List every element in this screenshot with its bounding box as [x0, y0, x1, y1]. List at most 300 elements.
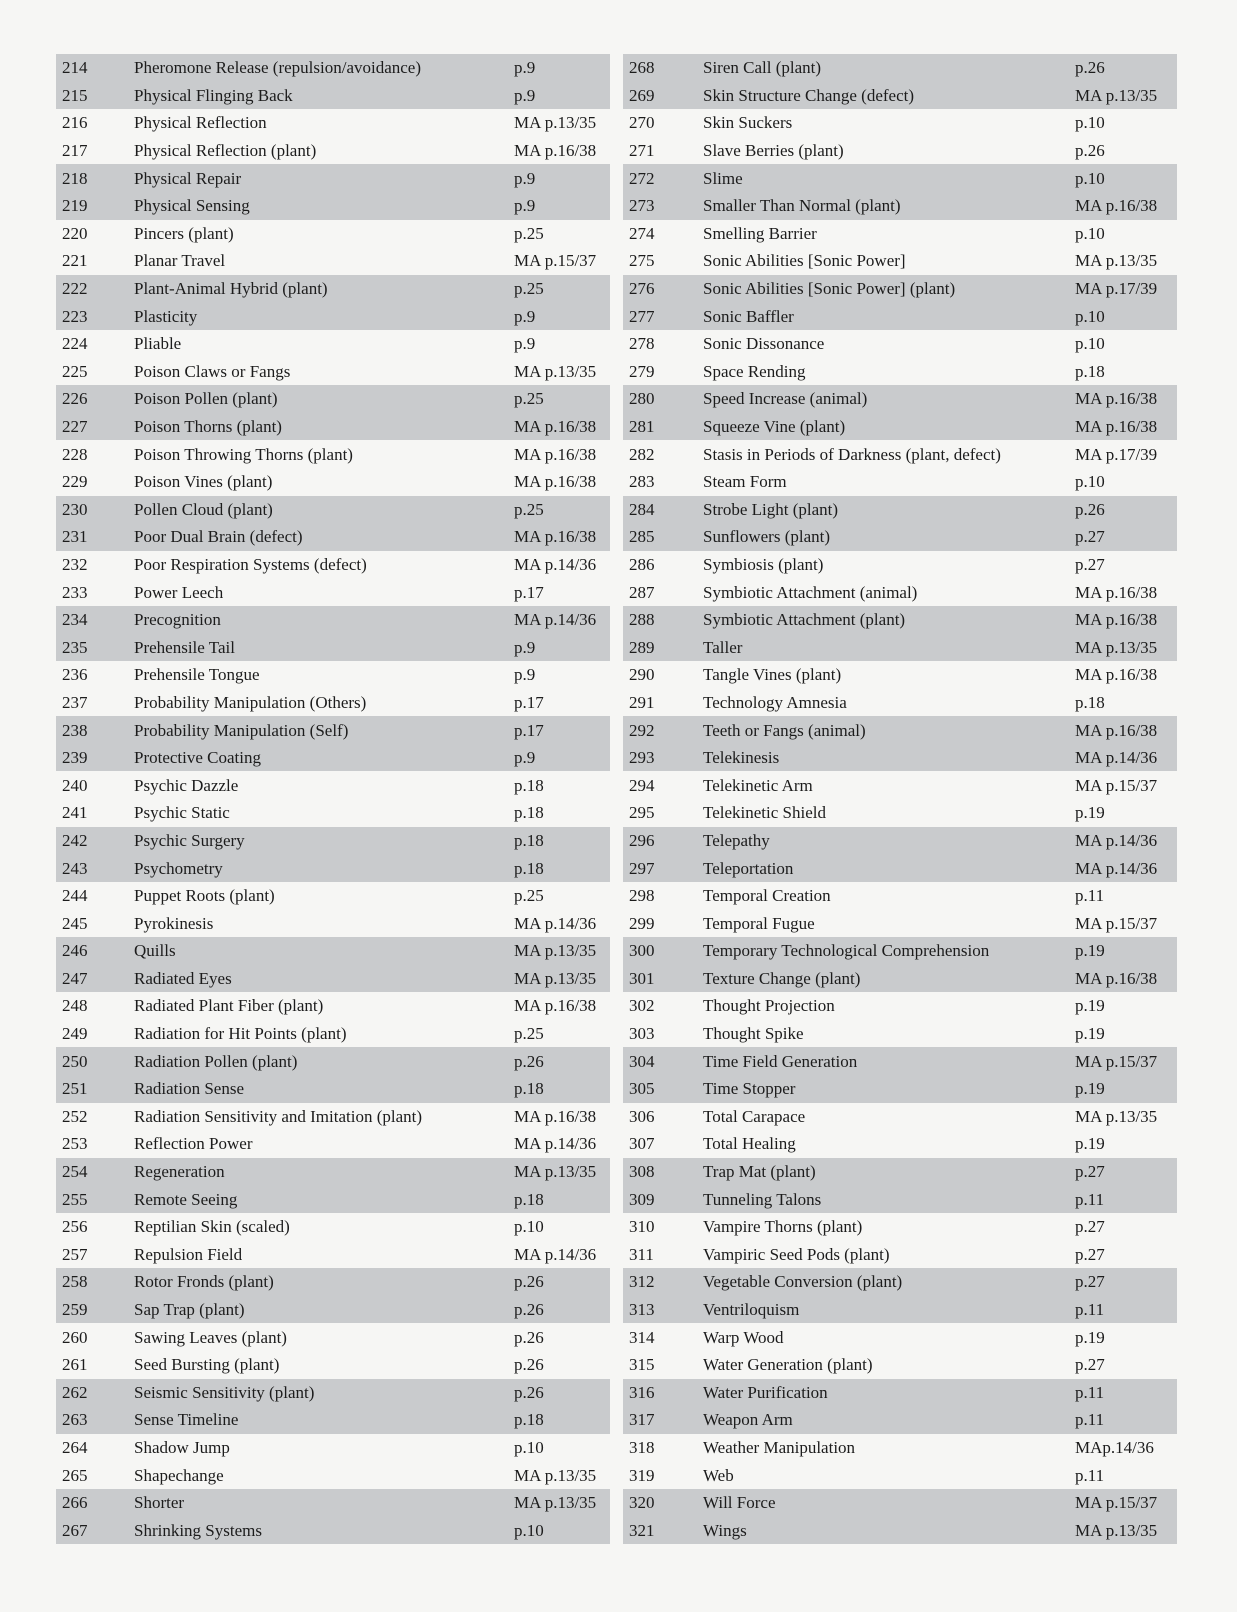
row-page-reference: MA p.16/38	[514, 527, 597, 547]
row-number: 305	[629, 1079, 655, 1099]
row-page-reference: MA p.13/35	[514, 1162, 597, 1182]
row-mutation-name: Repulsion Field	[134, 1244, 243, 1264]
row-number: 256	[62, 1217, 88, 1237]
row-number: 217	[62, 141, 88, 161]
row-page-reference: MA p.13/35	[1075, 1106, 1158, 1126]
table-row	[56, 220, 610, 248]
row-page-reference: MA p.13/35	[1075, 251, 1158, 271]
table-row	[56, 440, 610, 468]
row-mutation-name: Sonic Abilities [Sonic Power] (plant)	[703, 279, 956, 299]
row-page-reference: p.26	[1075, 499, 1105, 519]
table-row	[56, 330, 610, 358]
row-mutation-name: Steam Form	[703, 472, 787, 492]
table-row	[623, 330, 1177, 358]
row-number: 245	[62, 913, 88, 933]
table-row	[56, 523, 610, 551]
row-mutation-name: Plasticity	[134, 306, 198, 326]
row-number: 321	[629, 1520, 655, 1540]
row-page-reference: MA p.16/38	[514, 472, 597, 492]
row-mutation-name: Telepathy	[703, 830, 770, 850]
row-mutation-name: Temporal Creation	[703, 886, 831, 906]
table-row	[623, 1434, 1177, 1462]
row-mutation-name: Rotor Fronds (plant)	[134, 1272, 274, 1292]
table-row	[56, 1185, 610, 1213]
row-number: 243	[62, 858, 88, 878]
row-page-reference: p.17	[514, 582, 544, 602]
row-number: 270	[629, 113, 655, 133]
table-row	[56, 771, 610, 799]
table-row	[56, 1489, 610, 1517]
row-number: 280	[629, 389, 655, 409]
row-mutation-name: Shapechange	[134, 1465, 224, 1485]
row-number: 314	[629, 1327, 655, 1347]
row-page-reference: p.11	[1075, 1410, 1105, 1430]
row-number: 265	[62, 1465, 88, 1485]
table-row	[623, 744, 1177, 772]
row-number: 222	[62, 279, 88, 299]
row-number: 288	[629, 610, 655, 630]
row-page-reference: p.18	[514, 830, 544, 850]
table-row	[56, 1351, 610, 1379]
table-row	[623, 468, 1177, 496]
row-page-reference: p.19	[1075, 941, 1105, 961]
row-number: 273	[629, 196, 655, 216]
row-number: 248	[62, 996, 88, 1016]
row-page-reference: MA p.17/39	[1075, 444, 1158, 464]
table-row	[623, 1351, 1177, 1379]
row-page-reference: p.25	[514, 1024, 544, 1044]
table-row	[623, 496, 1177, 524]
table-row	[623, 1406, 1177, 1434]
table-row	[623, 661, 1177, 689]
row-page-reference: p.27	[1075, 554, 1105, 574]
row-mutation-name: Total Carapace	[703, 1106, 806, 1126]
row-mutation-name: Vegetable Conversion (plant)	[703, 1272, 903, 1292]
row-page-reference: MA p.13/35	[514, 968, 597, 988]
table-row	[623, 137, 1177, 165]
table-row	[623, 1461, 1177, 1489]
row-number: 227	[62, 417, 88, 437]
row-mutation-name: Physical Sensing	[134, 196, 250, 216]
row-number: 310	[629, 1217, 655, 1237]
table-row	[623, 192, 1177, 220]
row-page-reference: MA p.15/37	[1075, 1051, 1158, 1071]
row-mutation-name: Poor Dual Brain (defect)	[134, 527, 303, 547]
table-row	[56, 1268, 610, 1296]
row-page-reference: p.9	[514, 637, 536, 657]
row-mutation-name: Remote Seeing	[134, 1189, 238, 1209]
row-mutation-name: Probability Manipulation (Self)	[134, 720, 349, 740]
row-page-reference: p.25	[514, 886, 544, 906]
row-page-reference: MA p.15/37	[1075, 1493, 1158, 1513]
row-number: 283	[629, 472, 655, 492]
row-number: 238	[62, 720, 88, 740]
row-page-reference: p.10	[514, 1437, 544, 1457]
row-number: 284	[629, 499, 655, 519]
row-mutation-name: Reflection Power	[134, 1134, 253, 1154]
row-page-reference: MA p.13/35	[514, 1493, 597, 1513]
row-page-reference: p.25	[514, 223, 544, 243]
row-page-reference: p.19	[1075, 1327, 1105, 1347]
row-page-reference: MA p.14/36	[514, 610, 597, 630]
row-mutation-name: Psychic Static	[134, 803, 230, 823]
row-page-reference: p.27	[1075, 1272, 1105, 1292]
row-mutation-name: Reptilian Skin (scaled)	[134, 1217, 290, 1237]
row-number: 250	[62, 1051, 88, 1071]
row-number: 262	[62, 1382, 88, 1402]
row-page-reference: MA p.17/39	[1075, 279, 1158, 299]
row-page-reference: MA p.14/36	[1075, 830, 1158, 850]
table-row	[56, 82, 610, 110]
row-number: 319	[629, 1465, 655, 1485]
row-number: 295	[629, 803, 655, 823]
row-page-reference: p.18	[514, 858, 544, 878]
table-row	[56, 992, 610, 1020]
row-number: 274	[629, 223, 655, 243]
row-page-reference: p.27	[1075, 1355, 1105, 1375]
table-row	[623, 1296, 1177, 1324]
row-number: 313	[629, 1300, 655, 1320]
table-row	[56, 302, 610, 330]
table-row	[623, 1489, 1177, 1517]
row-mutation-name: Vampiric Seed Pods (plant)	[703, 1244, 890, 1264]
table-row	[56, 192, 610, 220]
table-row	[56, 909, 610, 937]
row-number: 294	[629, 775, 655, 795]
row-page-reference: p.25	[514, 499, 544, 519]
row-page-reference: p.17	[514, 692, 544, 712]
row-number: 303	[629, 1024, 655, 1044]
row-number: 235	[62, 637, 88, 657]
row-mutation-name: Regeneration	[134, 1162, 225, 1182]
table-row	[623, 1130, 1177, 1158]
row-number: 286	[629, 554, 655, 574]
table-row	[623, 799, 1177, 827]
row-mutation-name: Technology Amnesia	[703, 692, 847, 712]
row-mutation-name: Teeth or Fangs (animal)	[703, 720, 866, 740]
row-page-reference: p.10	[1075, 168, 1105, 188]
row-mutation-name: Radiated Eyes	[134, 968, 232, 988]
row-page-reference: p.17	[514, 720, 544, 740]
row-number: 277	[629, 306, 655, 326]
row-page-reference: MAp.14/36	[1075, 1437, 1154, 1457]
table-row	[623, 275, 1177, 303]
row-mutation-name: Shorter	[134, 1493, 185, 1513]
row-page-reference: p.11	[1075, 886, 1105, 906]
table-row	[623, 385, 1177, 413]
table-row	[623, 578, 1177, 606]
row-page-reference: p.26	[1075, 141, 1105, 161]
row-mutation-name: Thought Spike	[703, 1024, 804, 1044]
row-page-reference: MA p.16/38	[1075, 610, 1158, 630]
row-page-reference: MA p.16/38	[514, 1106, 597, 1126]
row-mutation-name: Smelling Barrier	[703, 223, 817, 243]
table-row	[56, 744, 610, 772]
row-number: 301	[629, 968, 655, 988]
row-mutation-name: Squeeze Vine (plant)	[703, 417, 846, 437]
table-row	[56, 1158, 610, 1186]
table-row	[56, 1406, 610, 1434]
row-mutation-name: Telekinetic Arm	[703, 775, 813, 795]
table-row	[623, 247, 1177, 275]
row-page-reference: p.9	[514, 196, 536, 216]
table-row	[623, 1213, 1177, 1241]
table-row	[56, 1516, 610, 1544]
row-mutation-name: Trap Mat (plant)	[703, 1162, 816, 1182]
table-row	[623, 771, 1177, 799]
row-page-reference: p.18	[514, 1079, 544, 1099]
table-row	[56, 275, 610, 303]
row-number: 218	[62, 168, 88, 188]
row-mutation-name: Psychic Surgery	[134, 830, 245, 850]
row-page-reference: MA p.16/38	[1075, 968, 1158, 988]
table-row	[623, 302, 1177, 330]
table-row	[623, 1158, 1177, 1186]
row-mutation-name: Pheromone Release (repulsion/avoidance)	[134, 58, 422, 78]
row-page-reference: p.9	[514, 748, 536, 768]
row-page-reference: p.19	[1075, 1024, 1105, 1044]
table-row	[623, 164, 1177, 192]
row-mutation-name: Total Healing	[703, 1134, 796, 1154]
table-row	[56, 661, 610, 689]
row-mutation-name: Temporal Fugue	[703, 913, 815, 933]
row-number: 221	[62, 251, 88, 271]
row-mutation-name: Space Rending	[703, 361, 806, 381]
row-number: 266	[62, 1493, 88, 1513]
row-number: 302	[629, 996, 655, 1016]
row-mutation-name: Radiation for Hit Points (plant)	[134, 1024, 347, 1044]
row-page-reference: p.27	[1075, 1162, 1105, 1182]
row-number: 241	[62, 803, 88, 823]
table-row	[56, 1461, 610, 1489]
table-row	[623, 551, 1177, 579]
table-row	[623, 413, 1177, 441]
row-number: 307	[629, 1134, 655, 1154]
row-page-reference: p.18	[514, 1410, 544, 1430]
row-mutation-name: Physical Flinging Back	[134, 85, 293, 105]
row-mutation-name: Prehensile Tail	[134, 637, 235, 657]
row-page-reference: MA p.16/38	[514, 996, 597, 1016]
table-row	[56, 385, 610, 413]
row-number: 232	[62, 554, 88, 574]
row-page-reference: MA p.16/38	[514, 141, 597, 161]
row-mutation-name: Skin Structure Change (defect)	[703, 85, 915, 105]
row-number: 223	[62, 306, 88, 326]
table-row	[56, 1379, 610, 1407]
row-number: 278	[629, 334, 655, 354]
row-page-reference: MA p.15/37	[1075, 913, 1158, 933]
table-row	[623, 1103, 1177, 1131]
row-number: 300	[629, 941, 655, 961]
row-page-reference: p.18	[1075, 692, 1105, 712]
row-mutation-name: Speed Increase (animal)	[703, 389, 868, 409]
table-row	[56, 827, 610, 855]
table-row	[623, 1020, 1177, 1048]
row-page-reference: p.10	[1075, 334, 1105, 354]
table-row	[56, 109, 610, 137]
table-row	[56, 1020, 610, 1048]
table-row	[623, 992, 1177, 1020]
row-mutation-name: Weather Manipulation	[703, 1437, 856, 1457]
row-number: 252	[62, 1106, 88, 1126]
table-row	[56, 1103, 610, 1131]
row-number: 272	[629, 168, 655, 188]
row-mutation-name: Texture Change (plant)	[703, 968, 861, 988]
row-page-reference: MA p.13/35	[1075, 637, 1158, 657]
table-row	[623, 1075, 1177, 1103]
row-mutation-name: Vampire Thorns (plant)	[703, 1217, 863, 1237]
row-page-reference: p.26	[514, 1327, 544, 1347]
table-row	[56, 1296, 610, 1324]
row-mutation-name: Precognition	[134, 610, 221, 630]
row-mutation-name: Poison Throwing Thorns (plant)	[134, 444, 353, 464]
row-number: 292	[629, 720, 655, 740]
row-page-reference: MA p.16/38	[1075, 582, 1158, 602]
row-number: 290	[629, 665, 655, 685]
row-page-reference: MA p.13/35	[1075, 1520, 1158, 1540]
row-page-reference: p.26	[514, 1272, 544, 1292]
row-page-reference: MA p.14/36	[514, 554, 597, 574]
row-page-reference: MA p.14/36	[1075, 858, 1158, 878]
row-number: 285	[629, 527, 655, 547]
row-page-reference: p.9	[514, 306, 536, 326]
row-number: 220	[62, 223, 88, 243]
table-row	[56, 468, 610, 496]
row-mutation-name: Seed Bursting (plant)	[134, 1355, 280, 1375]
row-page-reference: p.9	[514, 85, 536, 105]
row-page-reference: p.10	[1075, 223, 1105, 243]
row-number: 216	[62, 113, 88, 133]
row-number: 268	[629, 58, 655, 78]
row-number: 253	[62, 1134, 88, 1154]
row-mutation-name: Siren Call (plant)	[703, 58, 822, 78]
row-number: 291	[629, 692, 655, 712]
table-row	[623, 109, 1177, 137]
row-mutation-name: Slime	[703, 168, 743, 188]
table-row	[56, 1075, 610, 1103]
row-page-reference: MA p.14/36	[514, 1244, 597, 1264]
row-number: 264	[62, 1437, 88, 1457]
row-page-reference: p.25	[514, 279, 544, 299]
row-mutation-name: Sonic Abilities [Sonic Power]	[703, 251, 906, 271]
row-number: 317	[629, 1410, 655, 1430]
table-row	[56, 1130, 610, 1158]
row-mutation-name: Physical Repair	[134, 168, 242, 188]
table-row	[56, 496, 610, 524]
table-row	[623, 1516, 1177, 1544]
row-number: 237	[62, 692, 88, 712]
row-mutation-name: Warp Wood	[703, 1327, 784, 1347]
row-number: 239	[62, 748, 88, 768]
row-number: 275	[629, 251, 655, 271]
row-mutation-name: Ventriloquism	[703, 1300, 800, 1320]
row-mutation-name: Probability Manipulation (Others)	[134, 692, 367, 712]
row-mutation-name: Shrinking Systems	[134, 1520, 262, 1540]
row-page-reference: p.26	[514, 1300, 544, 1320]
row-mutation-name: Skin Suckers	[703, 113, 793, 133]
row-page-reference: p.10	[1075, 472, 1105, 492]
table-row	[56, 1434, 610, 1462]
row-page-reference: p.27	[1075, 527, 1105, 547]
row-page-reference: p.19	[1075, 1134, 1105, 1154]
row-number: 234	[62, 610, 88, 630]
row-number: 214	[62, 58, 88, 78]
table-row	[623, 220, 1177, 248]
row-number: 254	[62, 1162, 88, 1182]
row-number: 215	[62, 85, 88, 105]
row-number: 230	[62, 499, 88, 519]
row-mutation-name: Sawing Leaves (plant)	[134, 1327, 287, 1347]
row-page-reference: p.18	[514, 775, 544, 795]
row-number: 236	[62, 665, 88, 685]
row-number: 244	[62, 886, 88, 906]
row-page-reference: p.26	[514, 1051, 544, 1071]
row-page-reference: p.11	[1075, 1382, 1105, 1402]
row-number: 279	[629, 361, 655, 381]
table-row	[623, 1241, 1177, 1269]
row-mutation-name: Radiation Sense	[134, 1079, 245, 1099]
row-number: 257	[62, 1244, 88, 1264]
row-mutation-name: Prehensile Tongue	[134, 665, 260, 685]
row-page-reference: p.26	[1075, 58, 1105, 78]
row-number: 318	[629, 1437, 655, 1457]
row-number: 298	[629, 886, 655, 906]
row-page-reference: p.11	[1075, 1465, 1105, 1485]
table-row	[56, 1241, 610, 1269]
row-number: 242	[62, 830, 88, 850]
row-page-reference: p.9	[514, 665, 536, 685]
row-page-reference: MA p.16/38	[514, 444, 597, 464]
table-row	[623, 965, 1177, 993]
row-number: 263	[62, 1410, 88, 1430]
row-mutation-name: Web	[703, 1465, 734, 1485]
row-mutation-name: Stasis in Periods of Darkness (plant, defect)	[703, 444, 1001, 464]
table-row	[56, 1047, 610, 1075]
row-number: 276	[629, 279, 655, 299]
table-row	[56, 937, 610, 965]
row-page-reference: MA p.16/38	[1075, 417, 1158, 437]
row-page-reference: MA p.14/36	[514, 913, 597, 933]
row-number: 228	[62, 444, 88, 464]
table-row	[623, 1047, 1177, 1075]
table-row	[56, 716, 610, 744]
table-row	[56, 965, 610, 993]
table-row	[623, 1268, 1177, 1296]
row-mutation-name: Poor Respiration Systems (defect)	[134, 554, 367, 574]
row-page-reference: p.10	[514, 1217, 544, 1237]
row-number: 225	[62, 361, 88, 381]
row-mutation-name: Strobe Light (plant)	[703, 499, 839, 519]
table-row	[623, 854, 1177, 882]
row-number: 281	[629, 417, 655, 437]
row-mutation-name: Poison Thorns (plant)	[134, 417, 282, 437]
row-page-reference: p.19	[1075, 1079, 1105, 1099]
table-row	[56, 358, 610, 386]
row-page-reference: p.10	[514, 1520, 544, 1540]
row-mutation-name: Tangle Vines (plant)	[703, 665, 842, 685]
row-page-reference: p.9	[514, 334, 536, 354]
row-mutation-name: Poison Pollen (plant)	[134, 389, 278, 409]
row-mutation-name: Thought Projection	[703, 996, 835, 1016]
table-row	[623, 937, 1177, 965]
table-row	[56, 633, 610, 661]
table-row	[623, 440, 1177, 468]
row-mutation-name: Will Force	[703, 1493, 776, 1513]
row-page-reference: MA p.16/38	[1075, 665, 1158, 685]
table-row	[56, 882, 610, 910]
table-row	[623, 82, 1177, 110]
row-mutation-name: Wings	[703, 1520, 747, 1540]
